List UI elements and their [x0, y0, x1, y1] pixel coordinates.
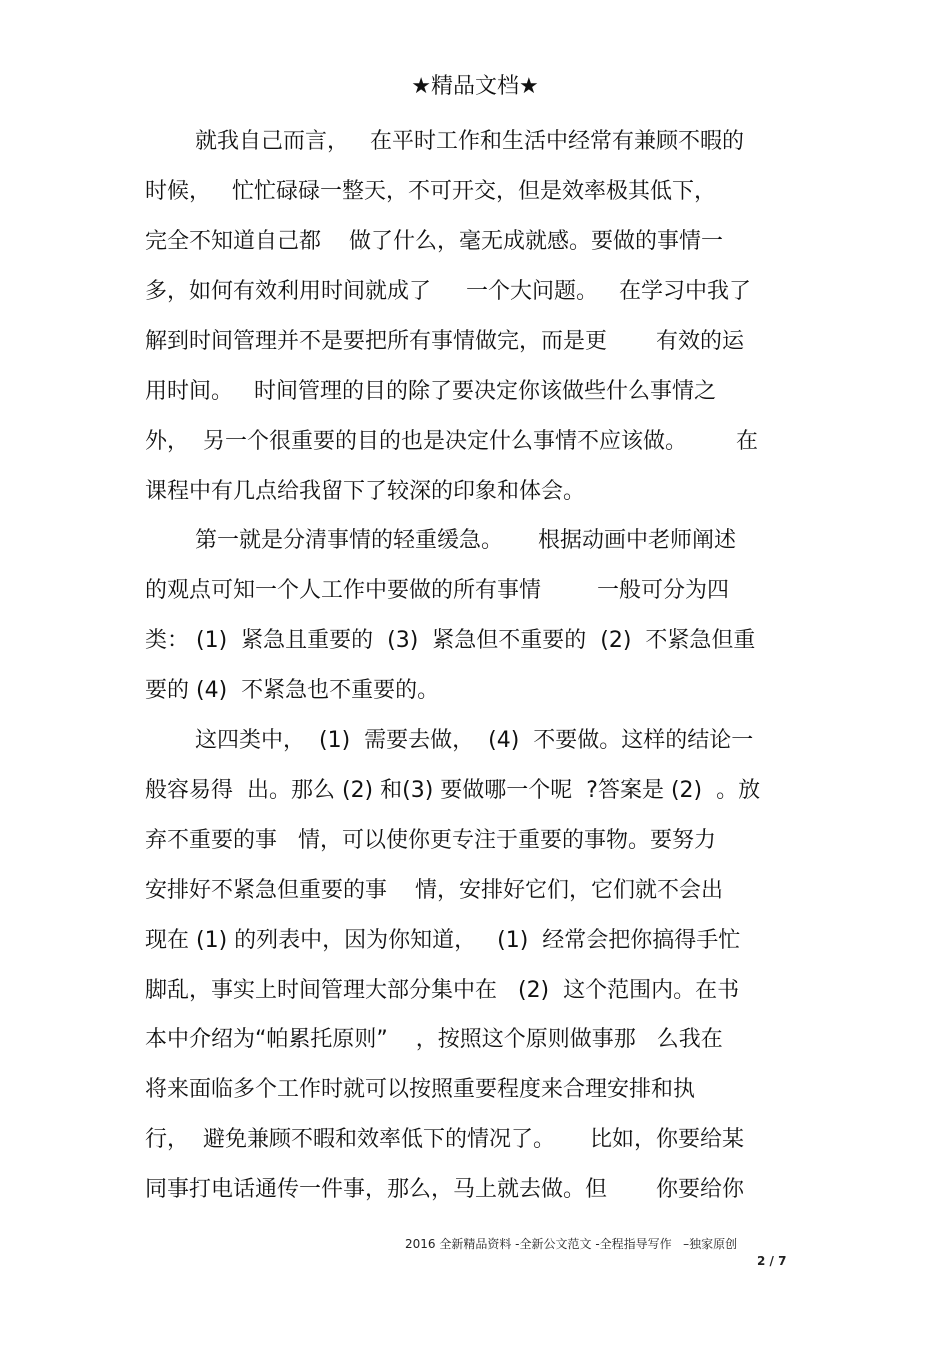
text-line: 时候， 忙忙碌碌一整天，不可开交，但是效率极其低下，: [145, 179, 716, 204]
text-line: 类： (1) 紧急且重要的 (3) 紧急但不重要的 (2) 不紧急但重: [145, 628, 756, 653]
page-header-title: ★精品文档★: [411, 74, 539, 99]
text-line: 完全不知道自己都 做了什么，毫无成就感。要做的事情一: [145, 229, 723, 254]
text-line: 要的 (4) 不紧急也不重要的。: [145, 678, 440, 703]
text-line: 的观点可知一个人工作中要做的所有事情 一般可分为四: [145, 578, 729, 603]
text-line: 就我自己而言， 在平时工作和生活中经常有兼顾不暇的: [195, 129, 744, 154]
page-footer-text: 2016 全新精品资料 -全新公文范文 -全程指导写作 –独家原创: [405, 1237, 738, 1251]
text-line: 安排好不紧急但重要的事 情，安排好它们，它们就不会出: [145, 878, 723, 903]
text-line: 课程中有几点给我留下了较深的印象和体会。: [145, 479, 586, 504]
text-line: 般容易得 出。那么 (2) 和(3) 要做哪一个呢 ?答案是 (2) 。放: [145, 778, 761, 803]
text-line: 同事打电话通传一件事，那么，马上就去做。但 你要给你: [145, 1177, 744, 1202]
text-line: 弃不重要的事 情，可以使你更专注于重要的事物。要努力: [145, 828, 716, 853]
text-line: 解到时间管理并不是要把所有事情做完，而是更 有效的运: [145, 329, 744, 354]
text-line: 现在 (1) 的列表中，因为你知道， (1) 经常会把你搞得手忙: [145, 928, 741, 953]
text-line: 这四类中， (1) 需要去做， (4) 不要做。这样的结论一: [195, 728, 754, 753]
text-line: 将来面临多个工作时就可以按照重要程度来合理安排和执: [145, 1077, 696, 1102]
text-line: 多，如何有效利用时间就成了 一个大问题。 在学习中我了: [145, 279, 751, 304]
text-line: 第一就是分清事情的轻重缓急。 根据动画中老师阐述: [195, 528, 736, 553]
text-line: 用时间。 时间管理的目的除了要决定你该做些什么事情之: [145, 379, 716, 404]
text-line: 本中介绍为“帕累托原则” ，按照这个原则做事那 么我在: [145, 1027, 723, 1052]
text-line: 脚乱，事实上时间管理大部分集中在 (2) 这个范围内。在书: [145, 978, 740, 1003]
text-line: 外， 另一个很重要的目的也是决定什么事情不应该做。 在: [145, 429, 758, 454]
text-line: 行， 避免兼顾不暇和效率低下的情况了。 比如，你要给某: [145, 1127, 744, 1152]
page-number: 2 / 7: [757, 1254, 787, 1268]
